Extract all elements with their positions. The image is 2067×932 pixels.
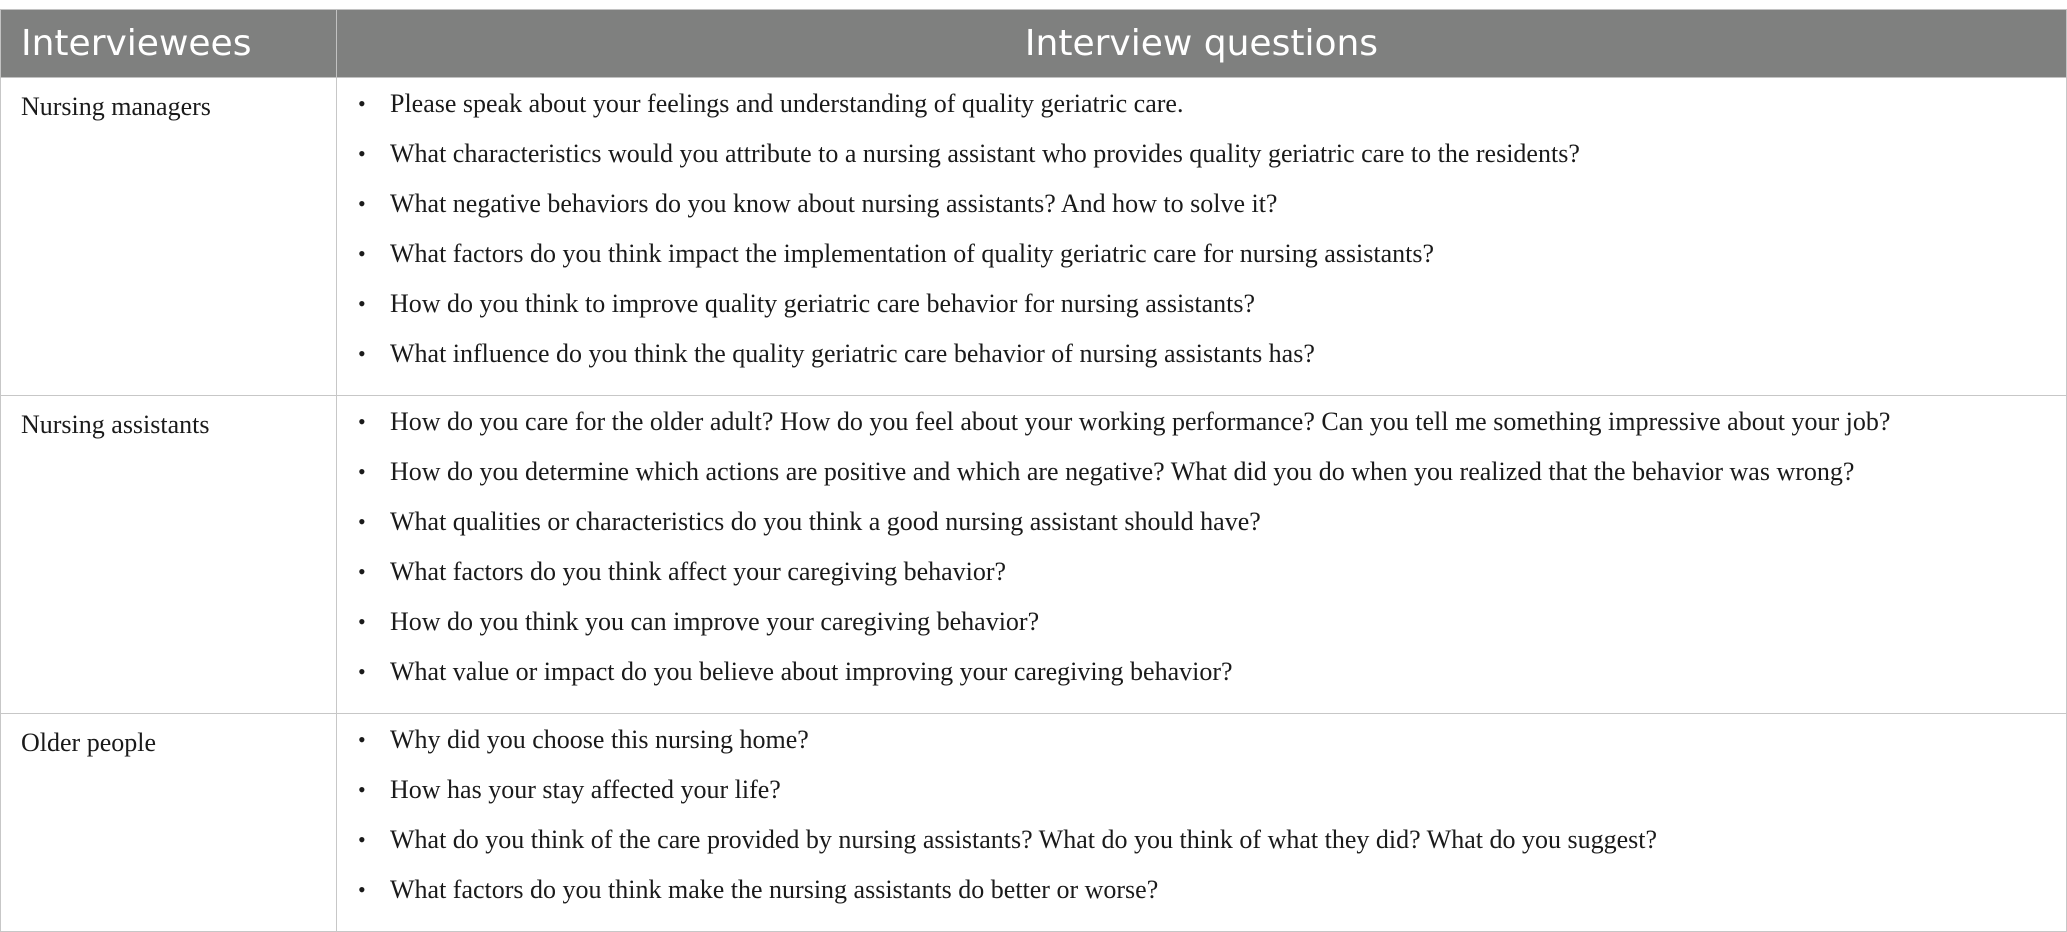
question-text: What qualities or characteristics do you think a good nursing assistant should have? [390, 507, 1261, 536]
table-row [1, 714, 2067, 932]
question-item [337, 338, 2066, 388]
question-text: How do you determine which actions are positive and which are negative? What did you do when you realized that the behavior was wrong? [390, 457, 1855, 486]
bullet-icon: • [358, 341, 366, 366]
table-header [1, 10, 2067, 78]
question-list [337, 406, 2066, 706]
question-text: What factors do you think make the nursing assistants do better or worse? [390, 875, 1159, 904]
interview-questions-table [0, 9, 2067, 932]
question-text: Why did you choose this nursing home? [390, 725, 809, 754]
question-text: What negative behaviors do you know about nursing assistants? And how to solve it? [390, 189, 1278, 218]
bullet-icon: • [358, 459, 366, 484]
question-item [337, 656, 2066, 706]
question-text: What factors do you think impact the implementation of quality geriatric care for nursing assistants? [390, 239, 1435, 268]
question-text: How do you think to improve quality geriatric care behavior for nursing assistants? [390, 289, 1256, 318]
question-text: What influence do you think the quality geriatric care behavior of nursing assistants has? [390, 339, 1315, 368]
question-item [337, 138, 2066, 188]
question-text: How do you think you can improve your caregiving behavior? [390, 607, 1040, 636]
bullet-icon: • [358, 877, 366, 902]
bullet-icon: • [358, 827, 366, 852]
bullet-icon: • [358, 241, 366, 266]
question-item [337, 606, 2066, 656]
bullet-icon: • [358, 609, 366, 634]
bullet-icon: • [358, 91, 366, 116]
question-item [337, 456, 2066, 506]
question-item [337, 874, 2066, 924]
bullet-icon: • [358, 559, 366, 584]
question-item [337, 88, 2066, 138]
interview-questions-table-container [0, 9, 2066, 932]
bullet-icon: • [358, 659, 366, 684]
question-item [337, 288, 2066, 338]
question-item [337, 406, 2066, 456]
question-item [337, 556, 2066, 606]
bullet-icon: • [358, 727, 366, 752]
table-body [1, 78, 2067, 932]
question-cell [337, 714, 2067, 932]
question-text: What do you think of the care provided by nursing assistants? What do you think of what they did? What do you suggest? [390, 825, 1658, 854]
question-text: What value or impact do you believe about improving your caregiving behavior? [390, 657, 1233, 686]
header-row [1, 10, 2067, 78]
question-text: How has your stay affected your life? [390, 775, 781, 804]
table-row [1, 78, 2067, 396]
question-cell [337, 78, 2067, 396]
interviewee-group: Nursing assistants [1, 396, 337, 714]
question-item [337, 188, 2066, 238]
bullet-icon: • [358, 191, 366, 216]
question-item [337, 774, 2066, 824]
question-item [337, 824, 2066, 874]
bullet-icon: • [358, 777, 366, 802]
question-item [337, 724, 2066, 774]
question-text: What characteristics would you attribute to a nursing assistant who provides quality geriatric care to the residents? [390, 139, 1580, 168]
header-interview-questions: Interview questions [337, 10, 2067, 78]
question-item [337, 506, 2066, 556]
bullet-icon: • [358, 409, 366, 434]
question-cell [337, 396, 2067, 714]
question-item [337, 238, 2066, 288]
bullet-icon: • [358, 141, 366, 166]
interviewee-group: Older people [1, 714, 337, 932]
header-interviewees: Interviewees [1, 10, 337, 78]
question-text: Please speak about your feelings and understanding of quality geriatric care. [390, 89, 1184, 118]
bullet-icon: • [358, 291, 366, 316]
table-row [1, 396, 2067, 714]
question-list [337, 724, 2066, 924]
question-text: How do you care for the older adult? How do you feel about your working performance? Can you tell me something impressive about your job? [390, 407, 1891, 436]
bullet-icon: • [358, 509, 366, 534]
interviewee-group: Nursing managers [1, 78, 337, 396]
question-text: What factors do you think affect your caregiving behavior? [390, 557, 1007, 586]
question-list [337, 88, 2066, 388]
